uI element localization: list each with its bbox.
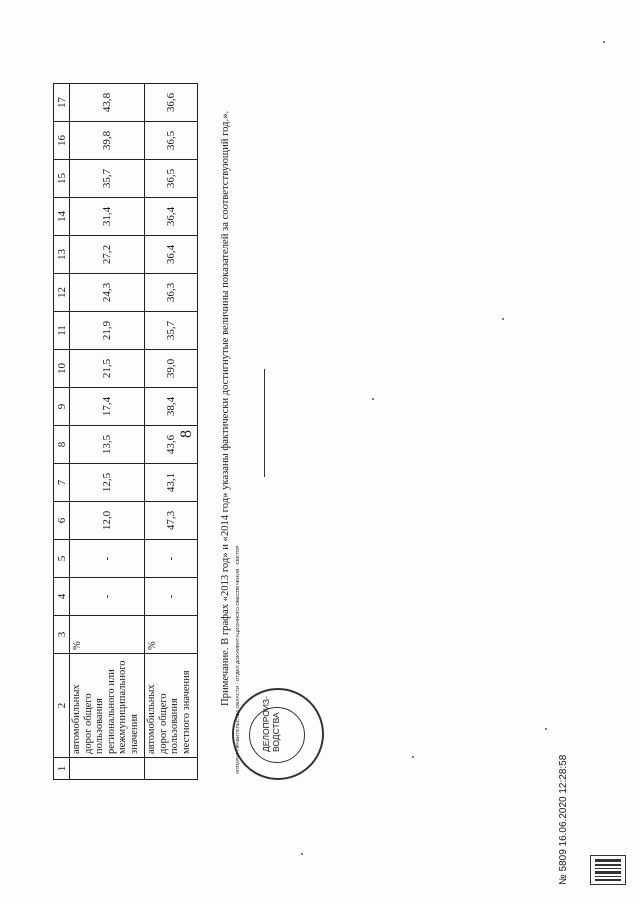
value-cell: 43,1	[145, 464, 198, 502]
table-row	[70, 84, 145, 780]
value-cell: 38,4	[145, 388, 198, 426]
value-cell: 35,7	[145, 312, 198, 350]
scan-speck	[603, 41, 605, 43]
table-header-cell: 5	[54, 540, 70, 578]
table-header-cell: 2	[54, 654, 70, 758]
value-cell: -	[70, 578, 145, 616]
value-cell: 13,5	[70, 426, 145, 464]
seal-ring-text: АППАРАТ ПРАВИТЕЛЬСТВА ОБЛАСТИ · ОТДЕЛ ДОКУМЕНТАЦИОННОГО ОБЕСПЕЧЕНИЯ · СЕКТОР	[236, 545, 241, 774]
value-cell: 21,5	[70, 350, 145, 388]
seal-stamp	[232, 545, 324, 780]
scan-speck	[545, 728, 547, 730]
unit-cell: %	[70, 616, 145, 654]
signature-line	[264, 369, 265, 477]
scan-speck	[301, 853, 303, 855]
row-number-cell	[145, 758, 198, 780]
value-cell: 31,4	[70, 198, 145, 236]
value-cell: -	[145, 540, 198, 578]
table-header-cell: 4	[54, 578, 70, 616]
value-cell: 36,6	[145, 84, 198, 122]
value-cell: 47,3	[145, 502, 198, 540]
footnote: Примечание. В графах «2013 год» и «2014 год» указаны фактически достигнутые величины показателей за соответствующий год.».	[220, 110, 231, 706]
table-header-cell: 14	[54, 198, 70, 236]
value-cell: 12,0	[70, 502, 145, 540]
table-header-cell: 17	[54, 84, 70, 122]
table-header-cell: 3	[54, 616, 70, 654]
table-row	[145, 84, 198, 780]
value-cell: 36,5	[145, 122, 198, 160]
scan-speck	[502, 318, 504, 320]
table-header-cell: 12	[54, 274, 70, 312]
table-header-cell: 11	[54, 312, 70, 350]
value-cell: 17,4	[70, 388, 145, 426]
value-cell: -	[145, 578, 198, 616]
value-cell: 43,6	[145, 426, 198, 464]
table-header-cell: 7	[54, 464, 70, 502]
table-header-cell: 1	[54, 758, 70, 780]
value-cell: 36,4	[145, 198, 198, 236]
table-header-cell: 16	[54, 122, 70, 160]
seal-center-text: ДЕЛОПРОИЗ- ВОДСТВА	[261, 696, 281, 752]
page-number: 8	[178, 430, 195, 438]
table-header-row	[54, 84, 70, 780]
table-header-cell: 9	[54, 388, 70, 426]
value-cell: 12,5	[70, 464, 145, 502]
table-header-cell: 10	[54, 350, 70, 388]
value-cell: 27,2	[70, 236, 145, 274]
indicator-name: автомобильных дорог общего пользования регионального или межмуниципального значения	[70, 654, 145, 758]
value-cell: 36,3	[145, 274, 198, 312]
value-cell: 36,5	[145, 160, 198, 198]
indicator-table	[53, 83, 198, 780]
value-cell: -	[70, 540, 145, 578]
indicator-name: автомобильных дорог общего пользования местного значения	[145, 654, 198, 758]
value-cell: 43,8	[70, 84, 145, 122]
table-header-cell: 15	[54, 160, 70, 198]
scan-speck	[372, 398, 374, 400]
table-header-cell: 13	[54, 236, 70, 274]
value-cell: 36,4	[145, 236, 198, 274]
value-cell: 21,9	[70, 312, 145, 350]
unit-cell: %	[145, 616, 198, 654]
value-cell: 39,0	[145, 350, 198, 388]
value-cell: 39,8	[70, 122, 145, 160]
barcode-icon	[590, 855, 626, 885]
scan-speck	[412, 756, 414, 758]
value-cell: 35,7	[70, 160, 145, 198]
value-cell: 24,3	[70, 274, 145, 312]
table-header-cell: 6	[54, 502, 70, 540]
registration-mark: № 5809 16.06.2020 12:28:58	[558, 754, 569, 885]
table-header-cell: 8	[54, 426, 70, 464]
row-number-cell	[70, 758, 145, 780]
